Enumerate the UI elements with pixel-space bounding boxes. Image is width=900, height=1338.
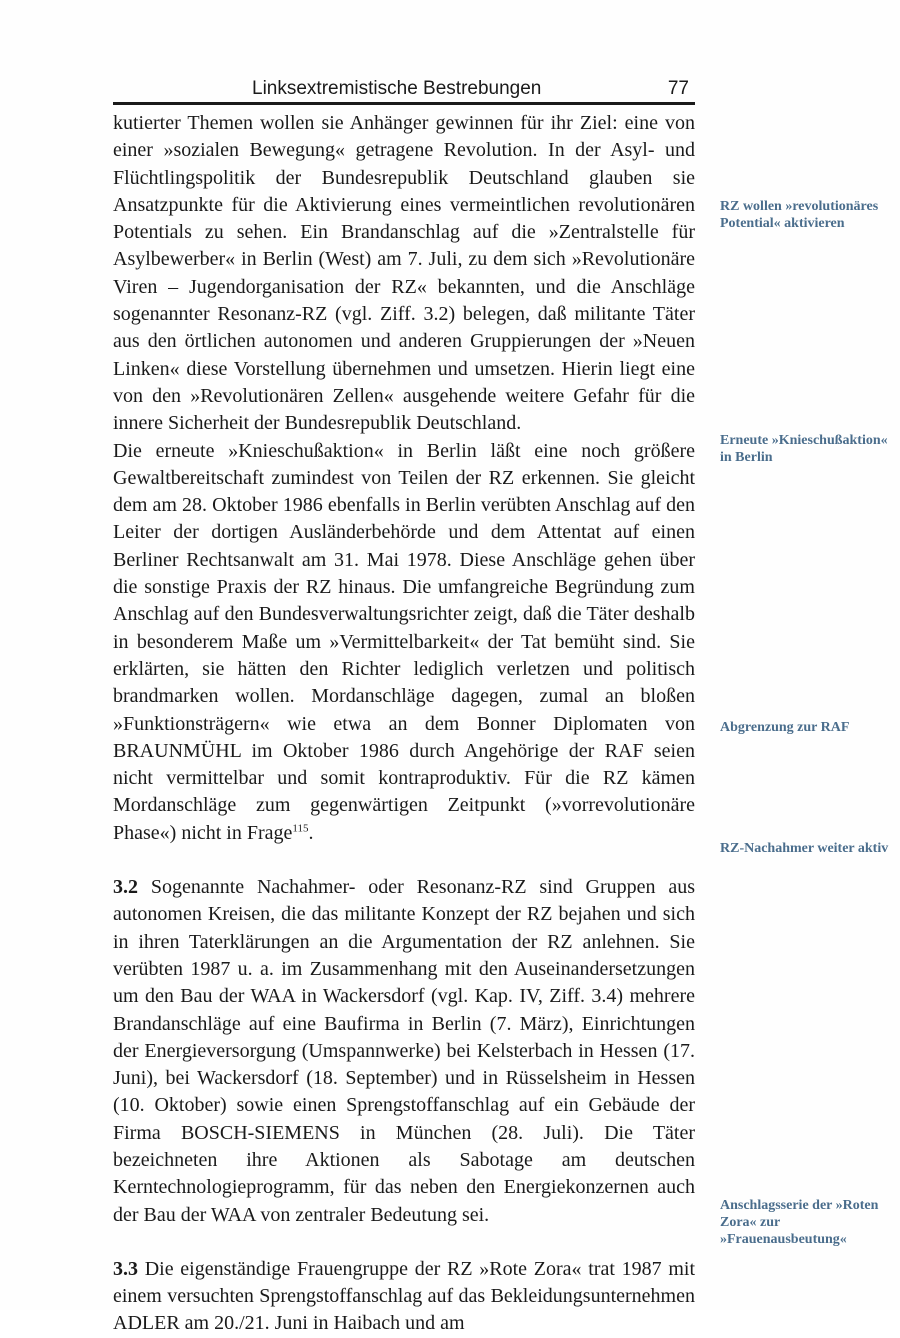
paragraph-2 — [113, 438, 695, 847]
paragraph-3-3 — [113, 1256, 695, 1338]
header-title: Linksextremistische Bestrebungen — [252, 78, 542, 99]
section-number-3-3: 3.3 — [113, 1257, 138, 1280]
margin-note-knee-shot-action: Erneute »Knieschußaktion« in Berlin — [720, 433, 888, 465]
paragraph-3-2 — [113, 874, 695, 1229]
section-number-3-2: 3.2 — [113, 876, 138, 899]
paragraph-2-text: Die erneute »Knieschußaktion« in Berlin läßt eine noch größere Gewaltbereitschaft zumindest von Teilen der RZ erkennen. Sie gleicht dem am 28. Oktober 1986 ebenfalls in Berlin verübten Anschlag auf den Leiter der dortigen Ausländerbehörde und dem Attentat auf einen Berliner Rechtsanwalt am 31. Mai 1978. Diese Anschläge gehen über die sonstige Praxis der RZ hinaus. Die umfangreiche Begründung zum Anschlag auf den Bundesverwaltungsrichter zeigt, daß die Täter deshalb in besonderem Maße um »Vermittelbarkeit« der Tat bemüht sind. Sie erklärten, sie hätten den Richter lediglich verletzen und politisch brandmarken wollen. Mordanschläge dagegen, zumal an bloßen »Funktionsträgern« wie etwa an dem Bonner Diplomaten von BRAUNMÜHL im Oktober 1986 durch Angehörige der RAF seien nicht vermittelbar und somit kontraproduktiv. Für die RZ kämen Mordanschläge zum gegenwärtigen Zeitpunkt (»vorrevolutionäre Phase«) nicht in Frage — [113, 439, 695, 844]
margin-note-imitators-active: RZ-Nachahmer weiter aktiv — [720, 841, 889, 856]
running-header — [113, 76, 695, 102]
paragraph-3-2-text: Sogenannte Nachahmer- oder Resonanz-RZ sind Gruppen aus autonomen Kreisen, die das militante Konzept der RZ bejahen und sich in ihren Taterklärungen an die Argumentation der RZ anlehnen. Sie verübten 1987 u. a. im Zusammenhang mit den Auseinandersetzungen um den Bau der WAA in Wackersdorf (vgl. Kap. IV, Ziff. 3.4) mehrere Brandanschläge auf eine Baufirma in Berlin (7. März), Einrichtungen der Energieversorgung (Umspannwerke) bei Kelsterbach in Hessen (17. Juni), bei Wackersdorf (18. September) und in Rüsselsheim in Hessen (10. Oktober) sowie einen Sprengstoffanschlag auf ein Gebäude der Firma BOSCH-SIEMENS in München (28. Juli). Die Täter bezeichneten ihre Aktionen als Sabotage am deutschen Kerntechnologieprogramm, für das neben den Energiekonzernen auch der Bau der WAA von zentraler Bedeutung sei. — [113, 876, 695, 1226]
margin-note-raf-distinction: Abgrenzung zur RAF — [720, 720, 850, 735]
margin-note-revolutionary-potential: RZ wollen »revolutionäres Potential« aktivieren — [720, 199, 879, 231]
margin-note-rote-zora-series: Anschlagsserie der »Roten Zora« zur »Frauenausbeutung« — [720, 1198, 879, 1247]
paragraph-1: kutierter Themen wollen sie Anhänger gewinnen für ihr Ziel: eine von einer »sozialen Bewegung« getragene Revolution. In der Asyl- und Flüchtlingspolitik der Bundesrepublik Deutschland glauben sie Ansatzpunkte für die Aktivierung eines vermeintlichen revolutionären Potentials zu sehen. Ein Brandanschlag auf die »Zentralstelle für Asylbewerber« in Berlin (West) am 7. Juli, zu dem sich »Revolutionäre Viren – Jugendorganisation der RZ« bekannten, und die Anschläge sogenannter Resonanz-RZ (vgl. Ziff. 3.2) belegen, daß militante Täter aus den örtlichen autonomen und anderen Gruppierungen der »Neuen Linken« diese Vorstellung übernehmen und umsetzen. Hierin liegt eine von den »Revolutionären Zellen« ausgehende weitere Gefahr für die innere Sicherheit der Bundesrepublik Deutschland. — [113, 112, 695, 435]
paragraph-2-end: . — [308, 821, 314, 844]
paragraph-3-3-text: Die eigenständige Frauengruppe der RZ »Rote Zora« trat 1987 mit einem versuchten Sprengstoffanschlag auf das Bekleidungsunternehmen ADLER am 20./21. Juni in Haibach und am — [113, 1257, 695, 1335]
page-number: 77 — [667, 78, 689, 99]
header-rule — [113, 102, 695, 105]
main-text — [113, 110, 695, 1338]
footnote-reference: 115 — [292, 822, 309, 835]
